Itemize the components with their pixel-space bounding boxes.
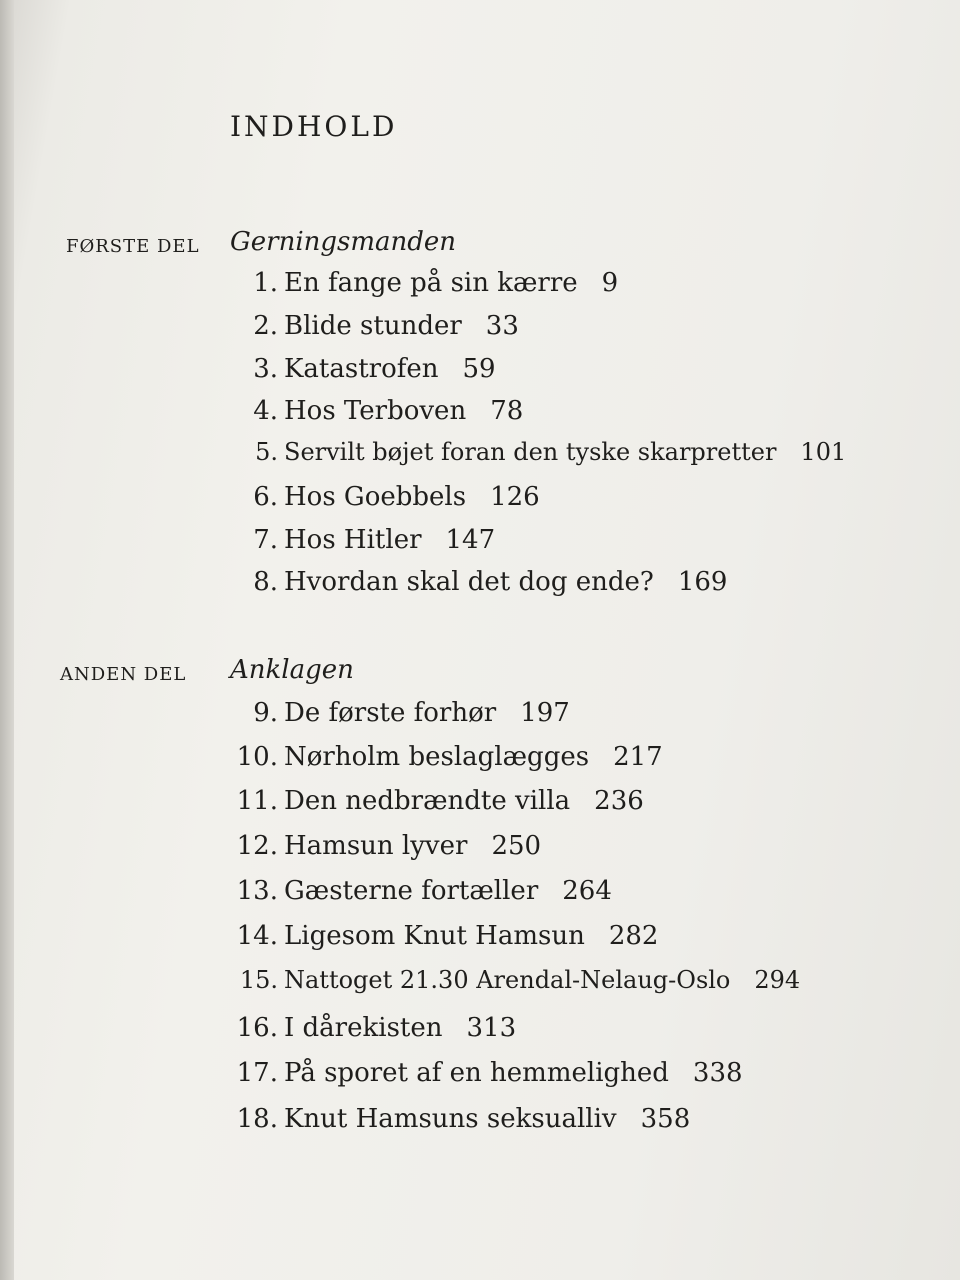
toc-entry [220,396,523,436]
chapter-number: 5. [255,438,278,466]
chapter-page: 101 [800,438,847,466]
chapter-number: 3. [253,354,278,384]
chapter-page: 59 [462,354,496,384]
chapter-title: Ligesom Knut Hamsun [284,921,585,951]
part-title: Gerningsmanden [230,227,457,257]
chapter-page: 358 [640,1104,691,1134]
toc-entry [220,876,612,916]
chapter-title: Nørholm beslaglægges [284,742,590,772]
chapter-page: 250 [491,831,542,861]
toc-entry [220,311,519,351]
chapter-page: 197 [520,698,570,728]
page-title: INDHOLD [230,110,398,143]
chapter-page: 9 [601,268,619,298]
chapter-page: 338 [692,1058,743,1088]
toc-entry [220,268,618,308]
part-label: ANDEN DEL [60,664,187,685]
toc-entry [220,742,663,782]
chapter-page: 78 [490,396,524,426]
chapter-title: Knut Hamsuns seksualliv [284,1104,617,1134]
chapter-number: 14. [236,921,278,951]
chapter-page: 264 [562,876,612,906]
toc-entry [220,698,570,738]
chapter-number: 15. [239,966,278,994]
toc-entry [220,482,540,522]
chapter-number: 4. [253,396,278,426]
chapter-number: 17. [236,1058,278,1088]
chapter-number: 18. [236,1104,278,1134]
chapter-page: 282 [608,921,659,951]
chapter-title: Blide stunder [284,311,462,341]
toc-entry [220,1058,743,1098]
page-edge-shadow [0,0,14,1280]
chapter-title: De første forhør [284,698,497,728]
chapter-number: 16. [236,1013,278,1043]
toc-entry [220,921,658,961]
chapter-number: 10. [236,742,278,772]
chapter-page: 217 [613,742,663,772]
chapter-title: Hvordan skal det dog ende? [284,567,654,597]
chapter-page: 236 [594,786,644,816]
chapter-title: Nattoget 21.30 Arendal-Nelaug-Oslo [284,966,731,994]
chapter-number: 1. [253,268,278,298]
part-label: FØRSTE DEL [66,236,200,257]
toc-entry [220,567,727,607]
chapter-number: 12. [236,831,278,861]
chapter-title: På sporet af en hemmelighed [284,1058,669,1088]
chapter-page: 294 [754,966,801,994]
chapter-title: Hamsun lyver [284,831,468,861]
chapter-page: 33 [485,311,519,341]
chapter-title: I dårekisten [284,1013,443,1043]
chapter-number: 13. [236,876,278,906]
toc-entry [220,786,644,826]
chapter-number: 7. [253,525,278,555]
toc-entry [220,966,800,1006]
chapter-title: Hos Terboven [284,396,467,426]
chapter-number: 9. [253,698,278,728]
chapter-title: En fange på sin kærre [284,268,578,298]
part-title: Anklagen [230,655,354,685]
chapter-title: Hos Goebbels [284,482,467,512]
toc-entry [220,1013,516,1053]
chapter-page: 147 [445,525,496,555]
toc-entry [220,525,495,565]
chapter-title: Hos Hitler [284,525,422,555]
toc-entry [220,354,496,394]
chapter-title: Servilt bøjet foran den tyske skarpretter [284,438,777,466]
chapter-number: 2. [253,311,278,341]
chapter-page: 313 [466,1013,517,1043]
chapter-title: Den nedbrændte villa [284,786,571,816]
toc-entry [220,438,846,478]
chapter-title: Gæsterne fortæller [284,876,539,906]
chapter-number: 8. [253,567,278,597]
chapter-number: 6. [253,482,278,512]
toc-entry [220,1104,690,1144]
chapter-title: Katastrofen [284,354,439,384]
chapter-number: 11. [236,786,278,816]
chapter-page: 169 [677,567,728,597]
chapter-page: 126 [490,482,540,512]
toc-entry [220,831,541,871]
